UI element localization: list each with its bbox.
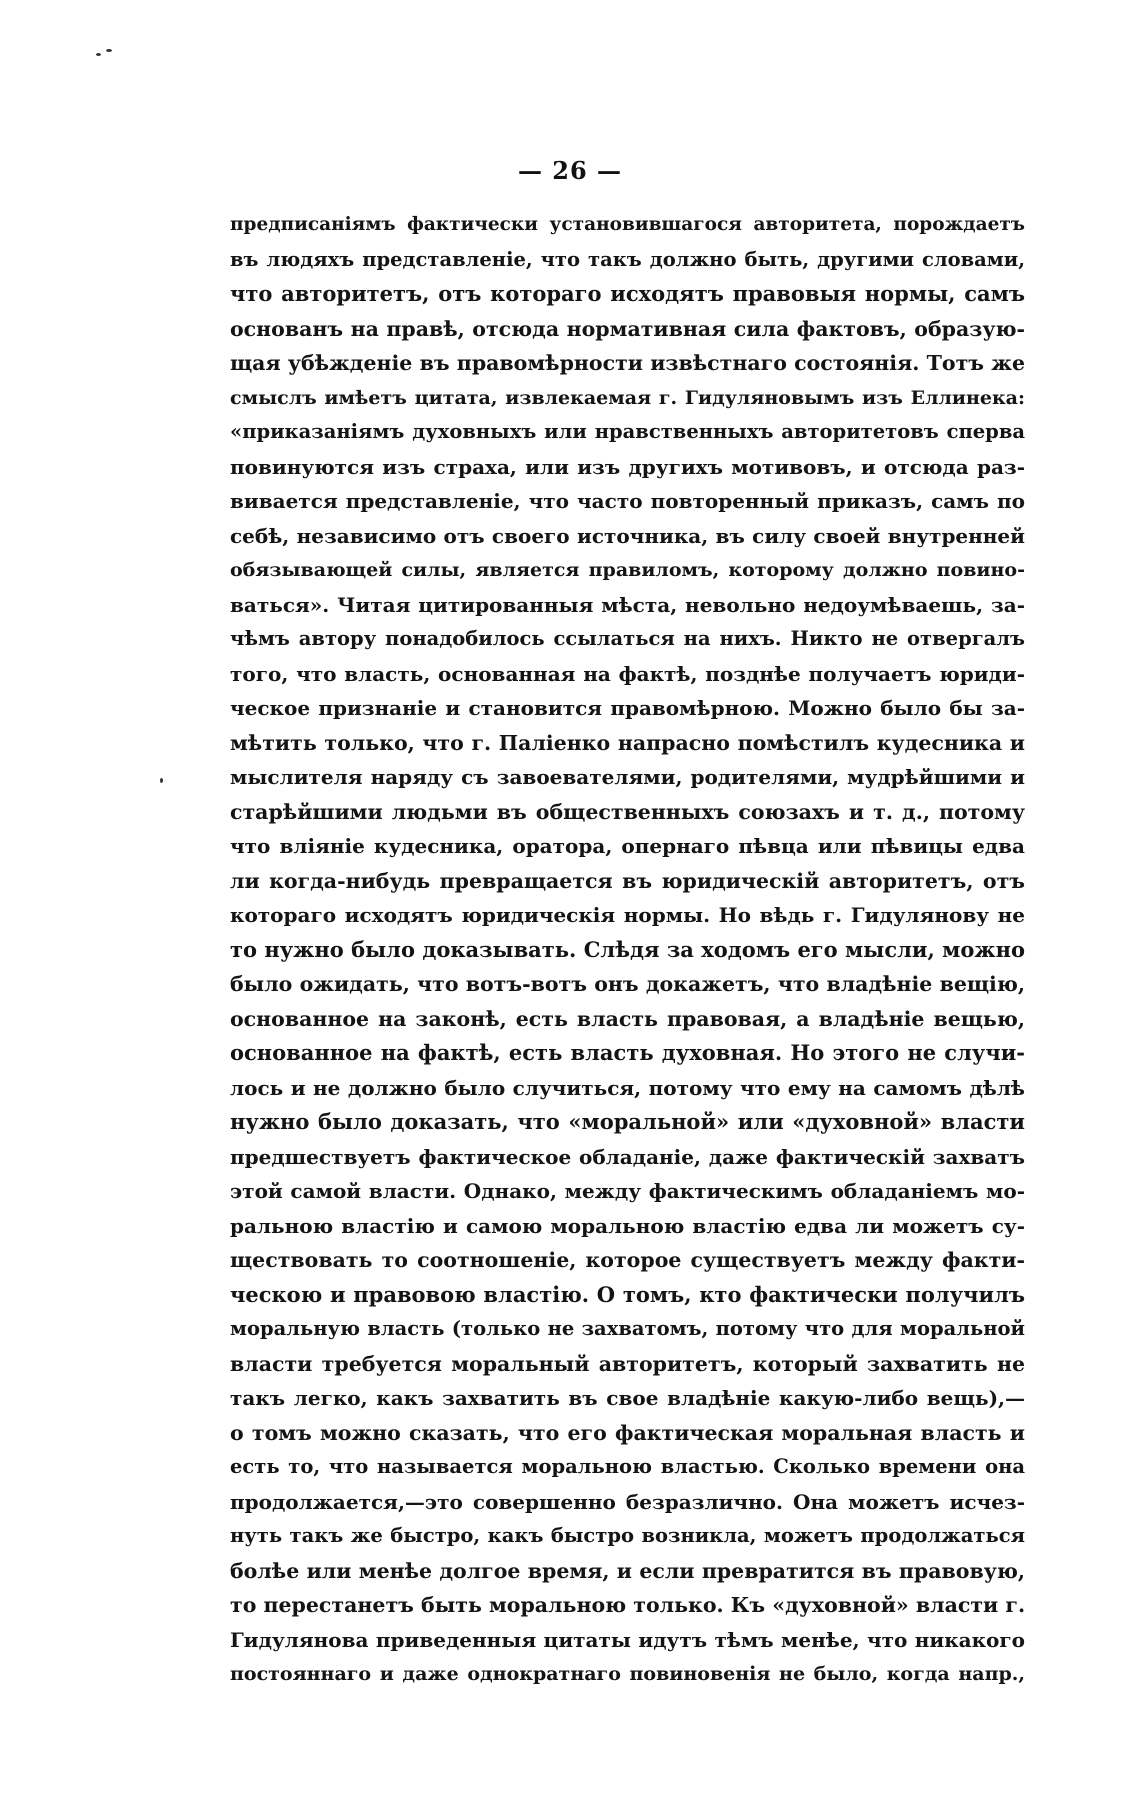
text-line: что авторитетъ, отъ котораго исходятъ правовыя нормы, самъ — [230, 281, 1025, 306]
text-line: власти требуется моральный авторитетъ, который захватить не — [230, 1351, 1025, 1376]
text-line: повинуются изъ страха, или изъ другихъ мотивовъ, и отсюда раз- — [230, 454, 1025, 479]
text-line: котораго исходятъ юридическія нормы. Но вѣдь г. Гидулянову не — [230, 903, 1025, 927]
text-line: нужно было доказать, что «моральной» или «духовной» власти — [230, 1109, 1025, 1134]
text-line: «приказаніямъ духовныхъ или нравственныхъ авторитетовъ сперва — [230, 420, 1025, 443]
text-line: то перестанетъ быть моральною только. Къ «духовной» власти г. — [230, 1593, 1025, 1617]
scan-speck — [96, 53, 101, 56]
text-line: нуть такъ же быстро, какъ быстро возникла, можетъ продолжаться — [230, 1524, 1025, 1547]
text-line: было ожидать, что вотъ-вотъ онъ докажетъ, что владѣніе вещію, — [230, 972, 1025, 996]
text-line: Гидулянова приведенныя цитаты идутъ тѣмъ менѣе, что никакого — [230, 1627, 1025, 1652]
text-line: ческое признаніе и становится правомѣрною. Можно было бы за- — [230, 696, 1025, 720]
scan-speck — [160, 778, 163, 783]
text-line: болѣе или менѣе долгое время, и если превратится въ правовую, — [230, 1558, 1025, 1583]
text-line: ральною властію и самою моральною властію едва ли можетъ су- — [230, 1213, 1025, 1238]
text-line: ществовать то соотношеніе, которое существуетъ между факти- — [230, 1248, 1025, 1272]
text-line: такъ легко, какъ захватить въ свое владѣніе какую-либо вещь),— — [230, 1386, 1025, 1410]
text-line: есть то, что называется моральною властью. Сколько времени она — [230, 1455, 1025, 1478]
text-line: лось и не должно было случиться, потому что ему на самомъ дѣлѣ — [230, 1075, 1025, 1100]
text-line: вивается представленіе, что часто повторенный приказъ, самъ по — [230, 489, 1025, 513]
text-line: продолжается,—это совершенно безразлично. Она можетъ исчез- — [230, 1489, 1025, 1514]
text-line: ваться». Читая цитированныя мѣста, невольно недоумѣваешь, за- — [230, 592, 1025, 617]
text-line: въ людяхъ представленіе, что такъ должно быть, другими словами, — [230, 247, 1025, 271]
text-line: того, что власть, основанная на фактѣ, позднѣе получаетъ юриди- — [230, 661, 1025, 686]
text-line: то нужно было доказывать. Слѣдя за ходомъ его мысли, можно — [230, 936, 1025, 962]
text-line: основанъ на правѣ, отсюда нормативная сила фактовъ, образую- — [230, 316, 1025, 341]
text-line: ли когда-нибудь превращается въ юридическій авторитетъ, отъ — [230, 868, 1025, 893]
text-line: обязывающей силы, является правиломъ, которому должно повино- — [230, 559, 1025, 581]
text-line: старѣйшими людьми въ общественныхъ союзахъ и т. д., потому — [230, 799, 1025, 824]
text-line: ческою и правовою властію. О томъ, кто фактически получилъ — [230, 1281, 1025, 1307]
text-line: основанное на законѣ, есть власть правовая, а владѣніе вещью, — [230, 1006, 1025, 1031]
text-line: моральную власть (только не захватомъ, потому что для моральной — [230, 1317, 1025, 1340]
text-line: постояннаго и даже однократнаго повиновенія не было, когда напр., — [230, 1663, 1025, 1685]
text-line: основанное на фактѣ, есть власть духовная. Но этого не случи- — [230, 1040, 1025, 1065]
body-text — [230, 208, 1025, 1692]
scan-speck — [106, 49, 112, 52]
text-line: щая убѣжденіе въ правомѣрности извѣстнаго состоянія. Тотъ же — [230, 351, 1025, 375]
text-line: мѣтить только, что г. Паліенко напрасно помѣстилъ кудесника и — [230, 730, 1025, 755]
text-line: что вліяніе кудесника, оратора, опернаго пѣвца или пѣвицы едва — [230, 834, 1025, 858]
text-line: смыслъ имѣетъ цитата, извлекаемая г. Гидуляновымъ изъ Еллинека: — [230, 386, 1025, 409]
text-line: себѣ, независимо отъ своего источника, въ силу своей внутренней — [230, 523, 1025, 548]
text-line: этой самой власти. Однако, между фактическимъ обладаніемъ мо- — [230, 1179, 1025, 1203]
text-line: предшествуетъ фактическое обладаніе, даже фактическій захватъ — [230, 1144, 1025, 1169]
text-line: предписаніямъ фактически установившагося авторитета, порождаетъ — [230, 214, 1025, 235]
text-line: чѣмъ автору понадобилось ссылаться на нихъ. Никто не отвергалъ — [230, 627, 1025, 650]
text-line: о томъ можно сказать, что его фактическая моральная власть и — [230, 1420, 1025, 1445]
page-number: — 26 — — [517, 156, 623, 185]
text-line: мыслителя наряду съ завоевателями, родителями, мудрѣйшими и — [230, 765, 1025, 789]
